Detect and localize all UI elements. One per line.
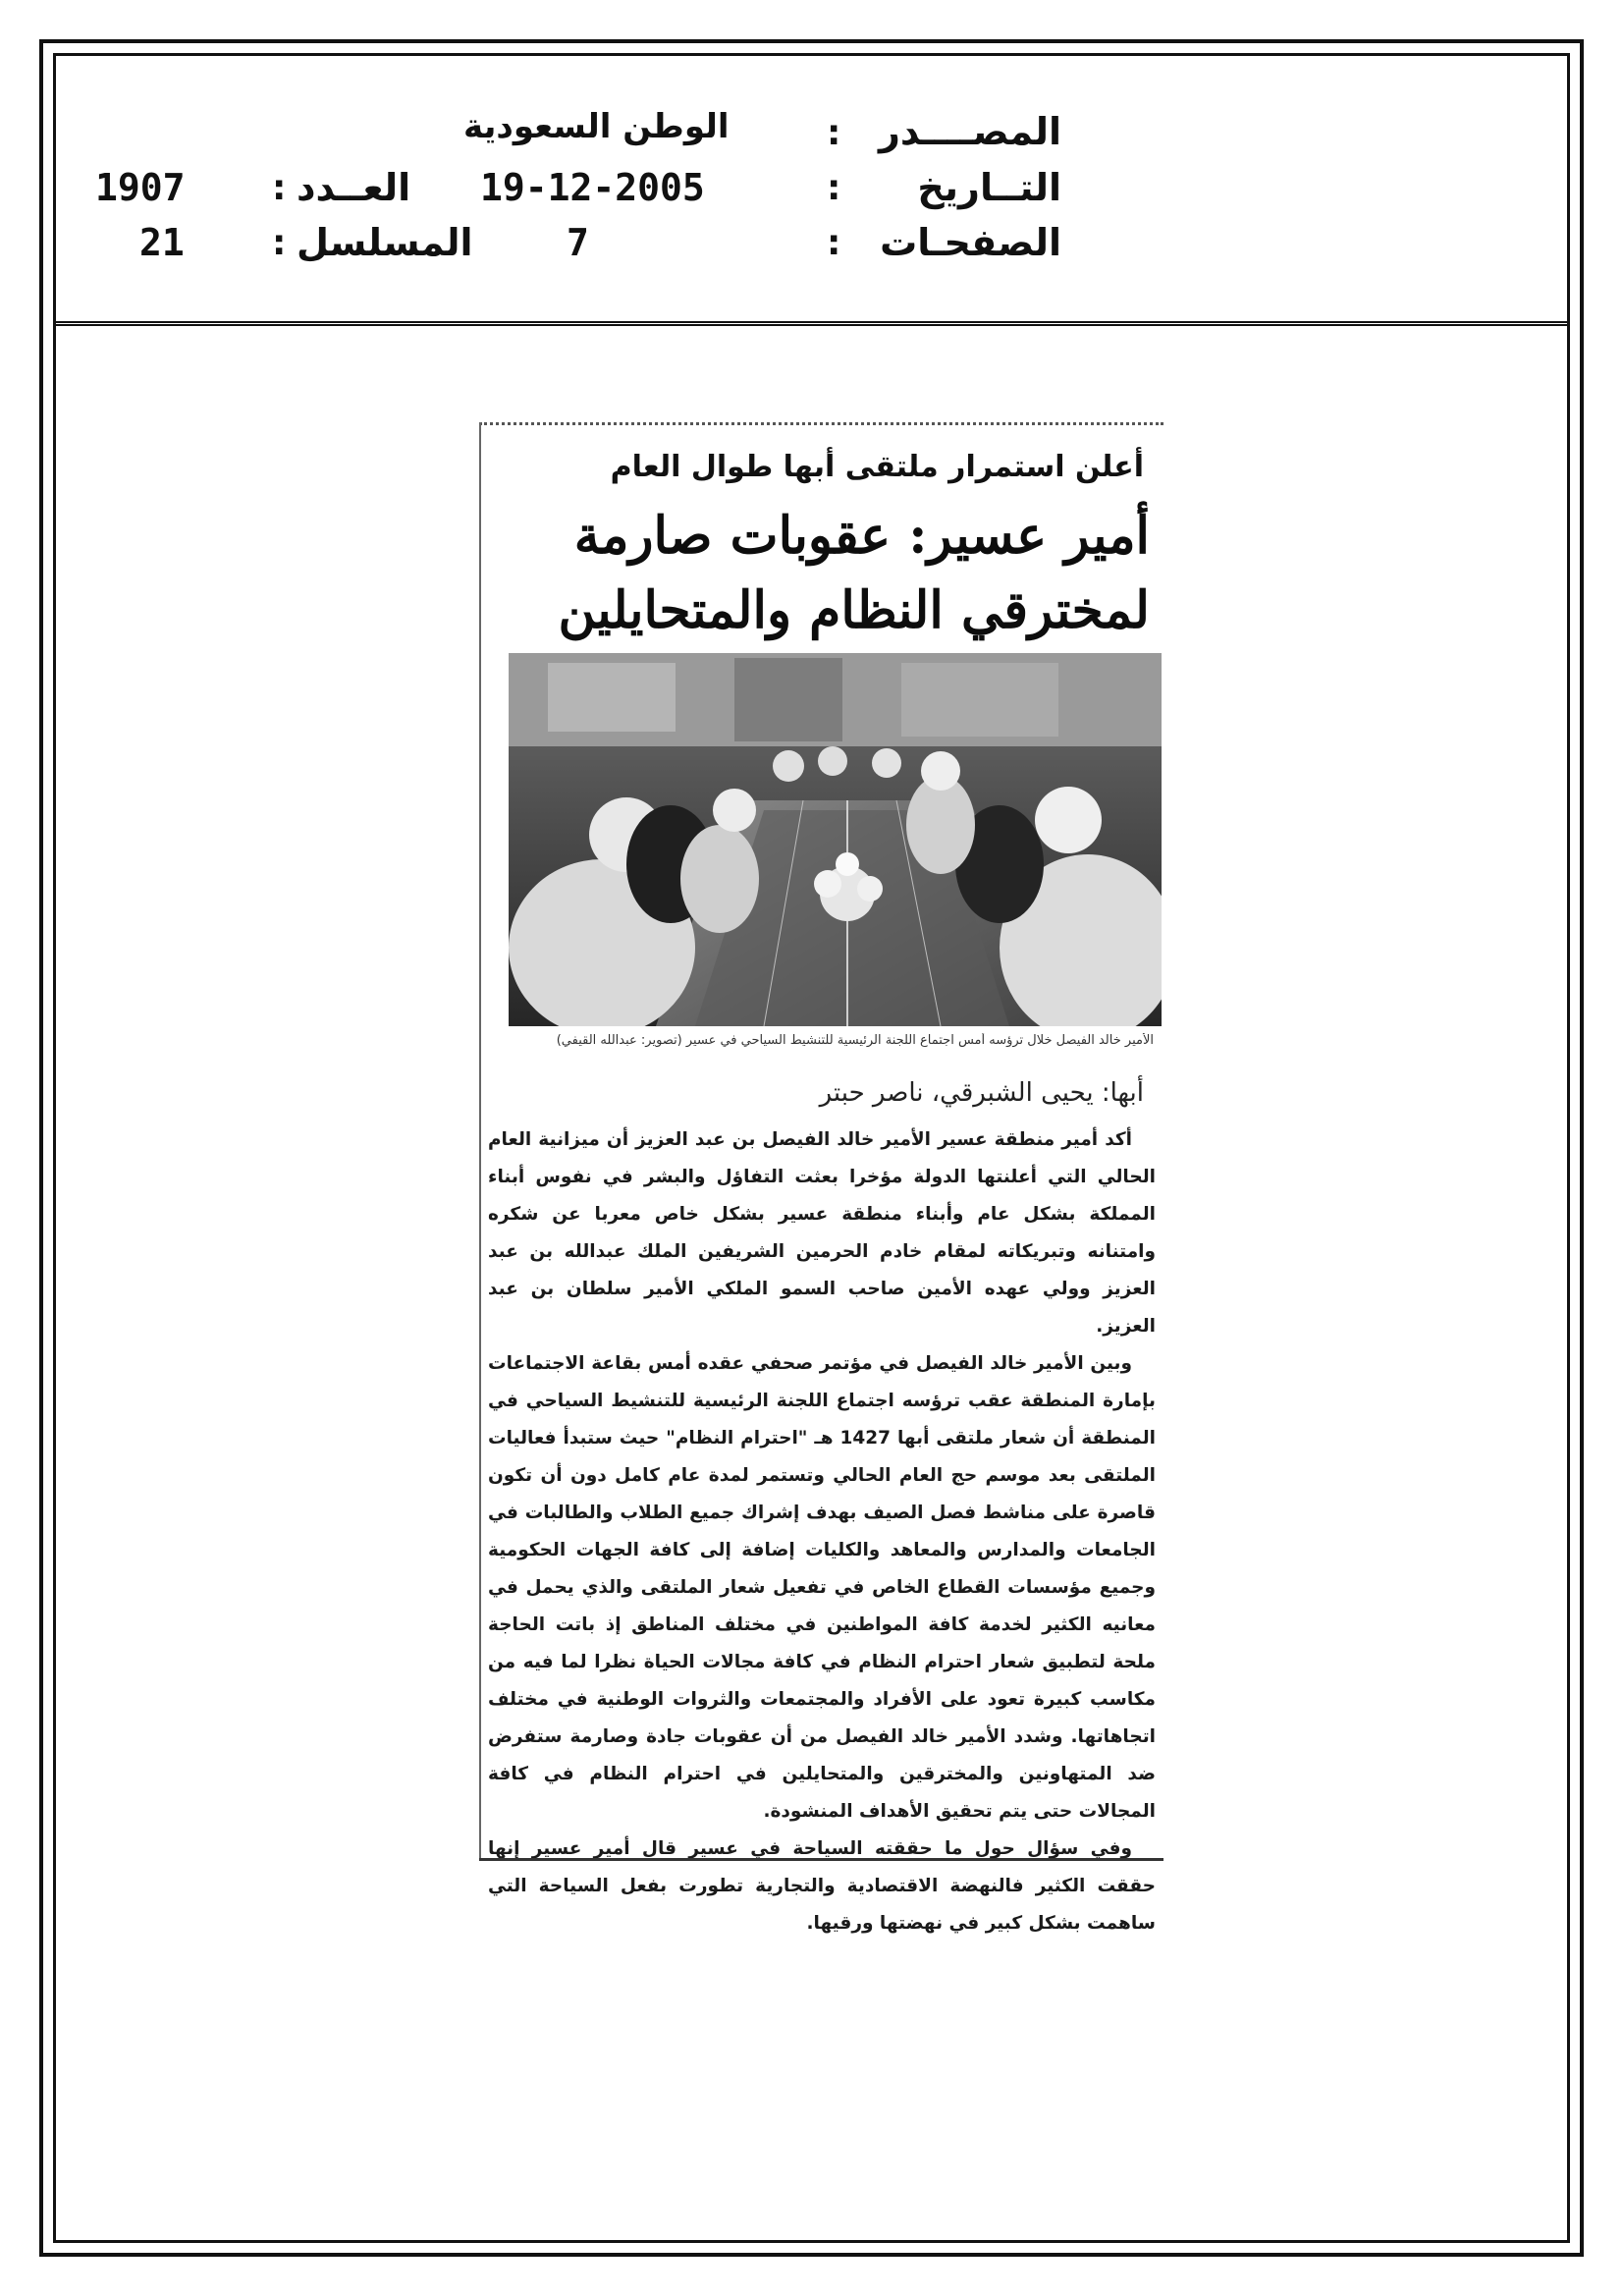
source-value: الوطن السعودية (463, 107, 730, 146)
serial-label: المسلسل (297, 221, 473, 264)
source-label: المصــــدر (879, 110, 1061, 153)
source-colon: : (827, 113, 841, 153)
article-headline: أمير عسير: عقوبات صارمة لمخترقي النظام والمتحايلين (558, 506, 1150, 640)
article-photo (509, 653, 1162, 1026)
article-kicker: أعلن استمرار ملتقى أبها طوال العام (610, 450, 1144, 484)
meeting-photo-illustration (509, 653, 1162, 1026)
photo-caption: الأمير خالد الفيصل خلال ترؤسه أمس اجتماع اللجنة الرئيسية للتنشيط السياحي في عسير (تصوير: عبدالله القيفي) (556, 1033, 1154, 1048)
serial-colon: : (272, 223, 287, 263)
issue-colon: : (272, 168, 287, 208)
pages-value: 7 (567, 221, 589, 264)
pages-colon: : (827, 223, 841, 263)
date-value: 19-12-2005 (480, 166, 705, 209)
article-byline: أبها: يحيى الشبرقي، ناصر حبتر (819, 1078, 1144, 1108)
issue-label: العــدد (297, 166, 411, 209)
article-paragraph: أكد أمير منطقة عسير الأمير خالد الفيصل بن عبد العزيز أن ميزانية العام الحالي التي أعلنتها الدولة مؤخرا بعثت التفاؤل والبشر في نفوس أبناء المملكة بشكل عام وأبناء منطقة عسير بشكل خاص معربا عن شكره وامتنانه وتبريكاته لمقام خادم الحرمين الشريفين الملك عبدالله بن عبد العزيز وولي عهده الأمين صاحب السمو الملكي الأمير سلطان بن عبد العزيز. (488, 1129, 1156, 1337)
header-separator (56, 321, 1567, 332)
article-body (488, 1121, 1156, 1942)
pages-label: الصفحـات (880, 221, 1061, 264)
date-label: التــاريخ (917, 166, 1061, 209)
article-clipping (479, 422, 1163, 1934)
issue-value: 1907 (95, 166, 186, 209)
serial-value: 21 (139, 221, 185, 264)
date-colon: : (827, 168, 841, 208)
article-paragraph: وبين الأمير خالد الفيصل في مؤتمر صحفي عقده أمس بقاعة الاجتماعات بإمارة المنطقة عقب ترؤسه اجتماع اللجنة الرئيسية للتنشيط السياحي في المنطقة أن شعار ملتقى أبها 1427 هـ "احترام النظام" حيث ستبدأ فعاليات الملتقى بعد موسم حج العام الحالي وتستمر لمدة عام كامل دون أن تكون قاصرة على مناشط فصل الصيف بهدف إشراك جميع الطلاب والطالبات في الجامعات والمدارس والمعاهد والكليات إضافة إلى كافة الجهات الحكومية وجميع مؤسسات القطاع الخاص في تفعيل شعار الملتقى والذي يحمل في معانيه الكثير لخدمة كافة المواطنين في مختلف المناطق إذ باتت الحاجة ملحة لتطبيق شعار احترام النظام في كافة مجالات الحياة نظرا لما فيه من مكاسب كبيرة تعود على الأفراد والمجتمعات والثروات الوطنية في مختلف اتجاهاتها. وشدد الأمير خالد الفيصل من أن عقوبات جادة وصارمة ستفرض ضد المتهاونين والمخترقين والمتحايلين في احترام النظام في كافة المجالات حتى يتم تحقيق الأهداف المنشودة. (488, 1353, 1157, 1822)
article-paragraph: وفي سؤال حول ما حققته السياحة في عسير قال أمير عسير إنها حققت الكثير فالنهضة الاقتصادية والتجارية تطورت بفعل السياحة التي ساهمت بشكل كبير في نهضتها ورقيها. (488, 1838, 1156, 1934)
clipping-left-rule (479, 422, 481, 1861)
clipping-bottom-rule (479, 1858, 1163, 1861)
clipping-top-rule (479, 422, 1163, 425)
